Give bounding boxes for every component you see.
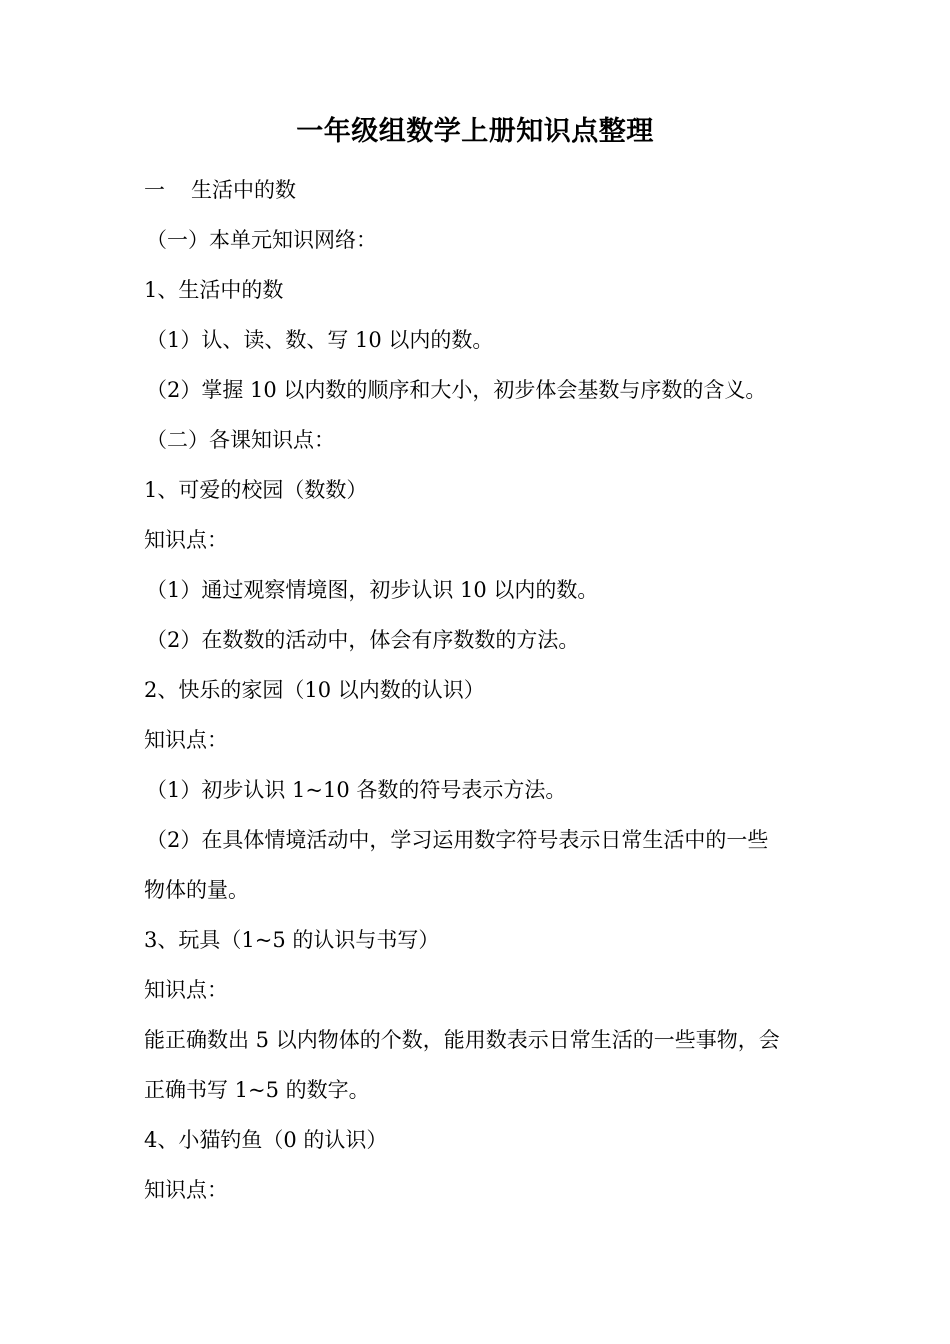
topic-heading: 1、生活中的数 [144, 278, 284, 302]
paragraph-line: 正确书写 1~5 的数字。 [144, 1078, 370, 1102]
list-item: （2）掌握 10 以内数的顺序和大小，初步体会基数与序数的含义。 [146, 378, 767, 402]
knowledge-label: 知识点： [144, 978, 228, 1002]
knowledge-label: 知识点： [144, 1178, 228, 1202]
lesson-heading: 3、玩具（1~5 的认识与书写） [144, 928, 440, 952]
subsection-heading: （一）本单元知识网络： [146, 228, 377, 252]
section-title: 生活中的数 [191, 178, 296, 202]
list-item: （1）认、读、数、写 10 以内的数。 [146, 328, 494, 352]
knowledge-label: 知识点： [144, 528, 228, 552]
lesson-heading: 4、小猫钓鱼（0 的认识） [144, 1128, 388, 1152]
lesson-heading: 1、可爱的校园（数数） [144, 478, 368, 502]
section-heading [144, 165, 814, 215]
document-body [144, 165, 814, 1215]
subsection-heading: （二）各课知识点： [146, 428, 335, 452]
document-title: 一年级组数学上册知识点整理 [296, 116, 654, 147]
list-item-continuation: 物体的量。 [144, 878, 249, 902]
section-number: 一 [144, 178, 165, 202]
list-item: （2）在数数的活动中，体会有序数数的方法。 [146, 628, 580, 652]
list-item: （1）通过观察情境图，初步认识 10 以内的数。 [146, 578, 599, 602]
list-item: （2）在具体情境活动中，学习运用数字符号表示日常生活中的一些 [146, 828, 769, 852]
list-item: （1）初步认识 1~10 各数的符号表示方法。 [146, 778, 567, 802]
knowledge-label: 知识点： [144, 728, 228, 752]
lesson-heading: 2、快乐的家园（10 以内数的认识） [144, 678, 485, 702]
paragraph-line: 能正确数出 5 以内物体的个数，能用数表示日常生活的一些事物，会 [144, 1028, 780, 1052]
